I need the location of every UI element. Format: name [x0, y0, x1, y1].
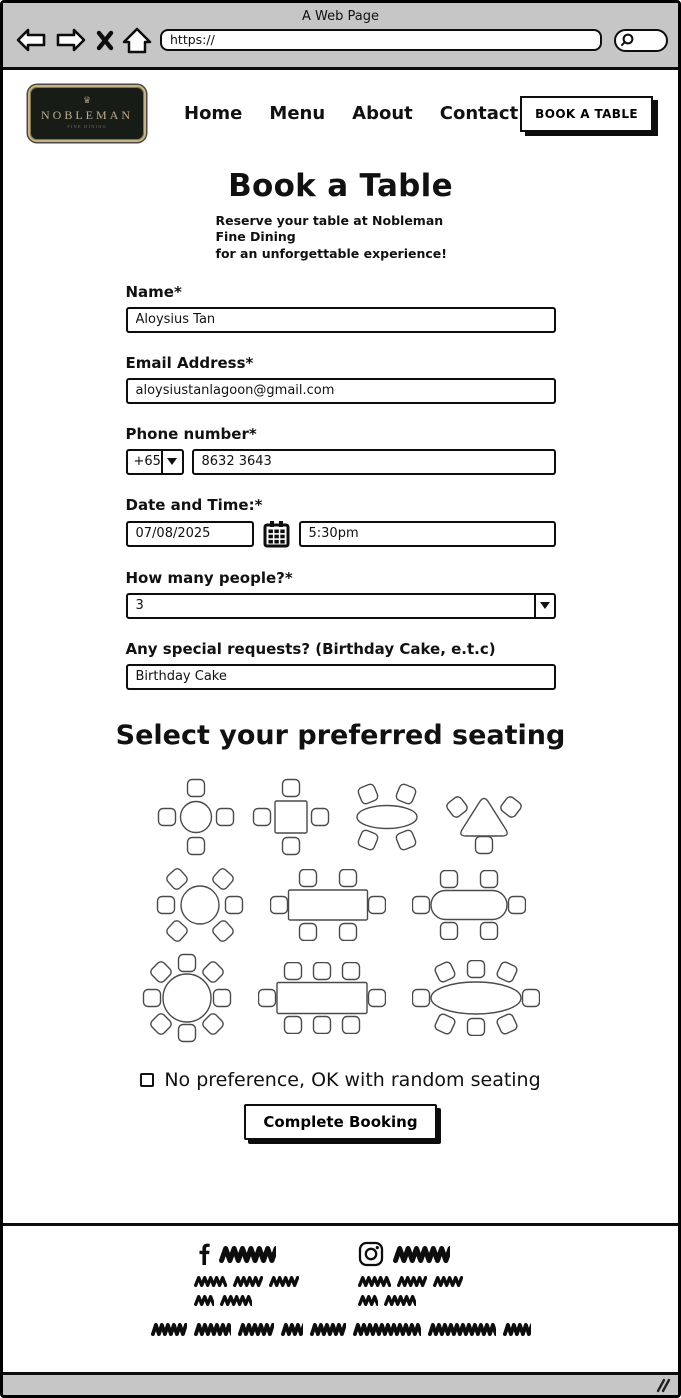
- chevron-down-icon: [540, 602, 550, 609]
- requests-label: Any special requests? (Birthday Cake, e.t.c): [125, 639, 496, 658]
- circle-table-4-seats-diagram: [156, 777, 236, 857]
- phone-input[interactable]: [192, 449, 556, 475]
- window-title: A Web Page: [302, 9, 379, 24]
- calendar-icon[interactable]: [263, 520, 290, 548]
- placeholder-scribble: [281, 1323, 303, 1336]
- instagram-column: [358, 1240, 488, 1306]
- rectangle-table-6-seats-diagram: [270, 869, 386, 941]
- booking-form: [126, 283, 556, 690]
- no-preference-checkbox[interactable]: [140, 1073, 154, 1087]
- placeholder-text-line: [358, 1295, 488, 1306]
- facebook-column: [194, 1240, 324, 1306]
- stop-icon[interactable]: [95, 28, 115, 52]
- placeholder-scribble: [194, 1276, 227, 1287]
- placeholder-scribble: [269, 1276, 299, 1287]
- search-icon: [619, 31, 639, 49]
- subtitle-line-1: Reserve your table at Nobleman Fine Dining: [215, 213, 444, 245]
- nav-link-about[interactable]: About: [352, 103, 413, 124]
- placeholder-scribble: [310, 1323, 346, 1336]
- email-group: [126, 354, 556, 404]
- placeholder-scribble: [194, 1295, 214, 1306]
- chevron-down-icon: [167, 458, 177, 465]
- site-header: [3, 70, 678, 142]
- requests-group: [126, 640, 556, 690]
- nav-link-menu[interactable]: Menu: [269, 103, 326, 124]
- placeholder-scribble: [503, 1323, 531, 1336]
- datetime-label: Date and Time:*: [125, 495, 263, 514]
- placeholder-scribble: [358, 1276, 391, 1287]
- placeholder-text-line: [358, 1276, 488, 1287]
- datetime-group: [126, 496, 556, 548]
- placeholder-scribble: [428, 1323, 496, 1336]
- email-label: Email Address*: [125, 353, 254, 372]
- triangle-table-3-seats-diagram: [443, 779, 525, 855]
- placeholder-scribble: [238, 1323, 274, 1336]
- placeholder-scribble: [353, 1323, 421, 1336]
- placeholder-scribble: [358, 1295, 378, 1306]
- footer-bottom-scribble: [3, 1323, 678, 1336]
- placeholder-scribble: [194, 1323, 231, 1336]
- back-icon[interactable]: [15, 26, 48, 54]
- time-input[interactable]: [299, 521, 556, 547]
- no-preference-row: [3, 1069, 678, 1091]
- facebook-icon[interactable]: [194, 1241, 210, 1268]
- forward-icon[interactable]: [54, 26, 87, 54]
- seating-row-2: [3, 861, 678, 949]
- book-a-table-button[interactable]: BOOK A TABLE: [520, 96, 653, 132]
- nav-link-contact[interactable]: Contact: [439, 103, 519, 124]
- logo-tagline: FINE DINING: [67, 124, 107, 129]
- seating-option-oval-8[interactable]: [412, 960, 540, 1036]
- site-footer: [3, 1223, 678, 1372]
- phone-label: Phone number*: [125, 424, 257, 443]
- resize-handle-icon[interactable]: [654, 1378, 672, 1393]
- country-code-select[interactable]: [126, 449, 184, 475]
- seating-row-1: [3, 777, 678, 857]
- logo-nobleman[interactable]: [28, 85, 146, 142]
- people-dropdown-arrow: [534, 595, 554, 617]
- placeholder-scribble: [397, 1276, 427, 1287]
- people-select[interactable]: [126, 593, 556, 619]
- placeholder-scribble: [393, 1246, 450, 1263]
- logo-name: NOBLEMAN: [41, 107, 133, 122]
- seating-option-square-4[interactable]: [251, 777, 331, 857]
- placeholder-scribble: [219, 1246, 276, 1263]
- people-group: [126, 569, 556, 619]
- placeholder-text-line: [194, 1295, 324, 1306]
- email-input[interactable]: [126, 378, 556, 404]
- nav-links: [184, 103, 518, 124]
- circle-table-6-seats-diagram: [156, 861, 244, 949]
- status-bar: [3, 1372, 678, 1395]
- placeholder-scribble: [433, 1276, 463, 1287]
- placeholder-scribble: [151, 1323, 187, 1336]
- page-subtitle: [216, 213, 466, 262]
- seating-option-oval-4[interactable]: [346, 783, 428, 851]
- people-value: 3: [135, 598, 144, 614]
- pill-table-6-seats-diagram: [412, 870, 526, 940]
- search-box[interactable]: [614, 29, 668, 52]
- oval-table-8-seats-diagram: [412, 960, 540, 1036]
- oval-table-4-seats-diagram: [346, 783, 428, 851]
- complete-booking-button[interactable]: Complete Booking: [244, 1104, 436, 1140]
- phone-group: [126, 425, 556, 475]
- home-icon[interactable]: [122, 26, 152, 54]
- circle-table-8-seats-diagram: [142, 953, 232, 1043]
- url-text: https://: [170, 32, 215, 47]
- seating-grid: [3, 777, 678, 1043]
- seating-row-3: [3, 953, 678, 1043]
- placeholder-scribble: [233, 1276, 263, 1287]
- page-title: Book a Table: [228, 168, 453, 204]
- seating-option-rect-6[interactable]: [270, 869, 386, 941]
- requests-input[interactable]: [126, 664, 556, 690]
- seating-option-triangle-3[interactable]: [443, 779, 525, 855]
- subtitle-line-2: for an unforgettable experience!: [215, 245, 447, 261]
- name-input[interactable]: [126, 307, 556, 333]
- nav-link-home[interactable]: Home: [184, 103, 243, 124]
- name-group: [126, 283, 556, 333]
- seating-option-pill-6[interactable]: [412, 870, 526, 940]
- instagram-icon[interactable]: [358, 1241, 384, 1267]
- url-input[interactable]: [160, 29, 602, 51]
- no-preference-label: No preference, OK with random seating: [164, 1068, 541, 1091]
- crest-icon: ♛: [82, 95, 92, 106]
- seating-option-round-6[interactable]: [156, 861, 244, 949]
- square-table-4-seats-diagram: [251, 777, 331, 857]
- placeholder-scribble: [220, 1295, 252, 1306]
- name-label: Name*: [125, 282, 182, 301]
- browser-toolbar: [3, 24, 678, 54]
- browser-chrome: [3, 3, 678, 70]
- page-content: [3, 70, 678, 1223]
- seating-option-round-8[interactable]: [142, 953, 232, 1043]
- seating-heading: Select your preferred seating: [115, 719, 566, 751]
- country-code-value: +65: [133, 454, 161, 470]
- people-label: How many people?*: [125, 568, 293, 587]
- placeholder-text-line: [194, 1276, 324, 1287]
- date-input[interactable]: [126, 521, 254, 547]
- placeholder-scribble: [384, 1295, 416, 1306]
- seating-option-round-4[interactable]: [156, 777, 236, 857]
- seating-option-rect-8[interactable]: [258, 962, 386, 1034]
- country-code-dropdown-arrow: [161, 451, 182, 473]
- rectangle-table-8-seats-diagram: [258, 962, 386, 1034]
